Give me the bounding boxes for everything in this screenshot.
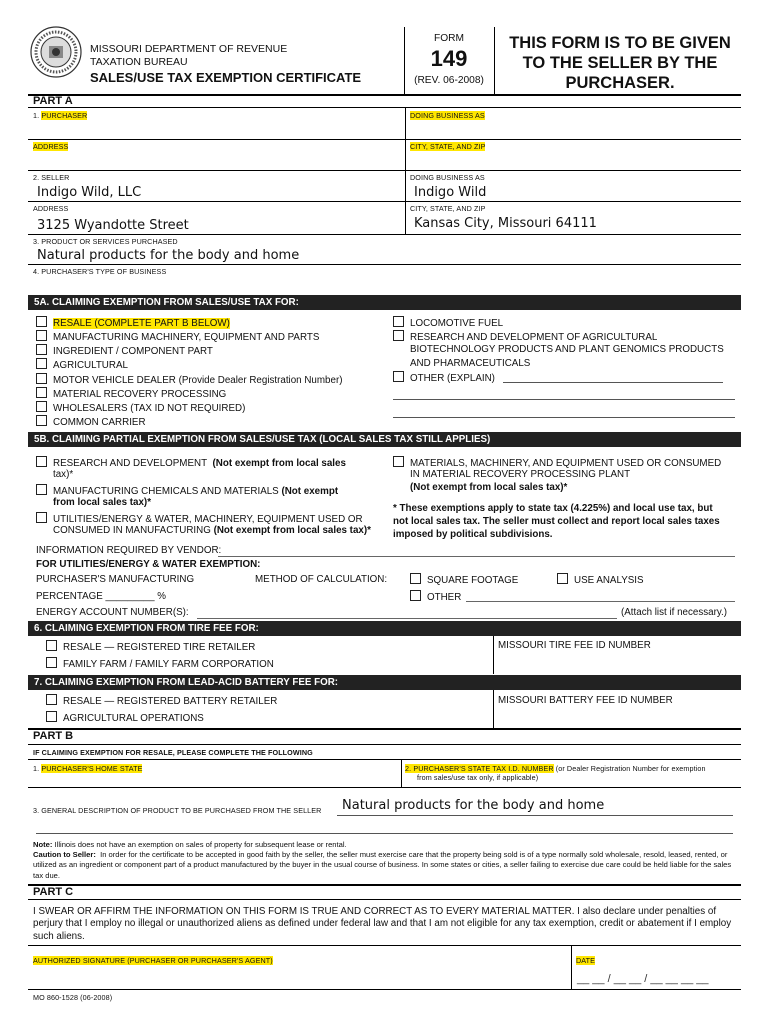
locomotive-fuel-option[interactable]: LOCOMOTIVE FUEL — [393, 316, 503, 330]
checkbox-icon[interactable] — [36, 330, 47, 341]
other-explain-option[interactable]: OTHER (EXPLAIN) — [393, 371, 495, 385]
purchaser-dba-label: DOING BUSINESS AS — [410, 111, 485, 120]
checkbox-icon[interactable] — [393, 330, 404, 341]
seller-dba-field[interactable]: Indigo Wild — [414, 185, 487, 200]
battery-fee-id-label: MISSOURI BATTERY FEE ID NUMBER — [498, 695, 673, 706]
agricultural-option[interactable]: AGRICULTURAL — [36, 358, 128, 372]
checkbox-icon[interactable] — [36, 358, 47, 369]
bureau-name: TAXATION BUREAU — [90, 56, 188, 68]
home-state-label: 1. PURCHASER'S HOME STATE — [33, 764, 143, 773]
mfg-machinery-option[interactable]: MANUFACTURING MACHINERY, EQUIPMENT AND PARTS — [36, 330, 319, 344]
checkbox-icon[interactable] — [46, 640, 57, 651]
checkbox-icon[interactable] — [410, 590, 421, 601]
research-ag-option[interactable]: RESEARCH AND DEVELOPMENT OF AGRICULTURAL — [393, 330, 657, 344]
part-b-title: PART B — [33, 730, 74, 742]
square-footage-option[interactable]: SQUARE FOOTAGE — [410, 573, 518, 587]
wholesalers-option[interactable]: WHOLESALERS (TAX ID NOT REQUIRED) — [36, 401, 245, 415]
purchaser-mfg-label: PURCHASER'S MANUFACTURING — [36, 574, 195, 585]
product-field[interactable]: Natural products for the body and home — [37, 248, 300, 263]
tax-id-label: 2. PURCHASER'S STATE TAX I.D. NUMBER (or Dealer Registration Number for exemption — [405, 764, 706, 773]
agricultural-ops-option[interactable]: AGRICULTURAL OPERATIONS — [46, 711, 204, 725]
tire-retailer-option[interactable]: RESALE — REGISTERED TIRE RETAILER — [46, 640, 255, 654]
caution-to-seller: Caution to Seller: In order for the certificate to be accepted in good faith by the seller, the seller must exercise care that the property being sold is of a type normally sold wholesale, resold, leased, rented, or utilized as an ingredient or component part of a product manufactured by the buyer in the usual course of business. In some states or cities, a seller failing to exercise due care could be held liable for the sales tax due. — [33, 850, 732, 880]
section-5a-header: 5A. CLAIMING EXEMPTION FROM SALES/USE TAX FOR: — [28, 295, 741, 310]
section-5b-header: 5B. CLAIMING PARTIAL EXEMPTION FROM SALES/USE TAX (LOCAL SALES TAX STILL APPLIES) — [28, 432, 741, 447]
illinois-note: Note: Illinois does not have an exemption on sales of property for subsequent lease or rental. — [33, 840, 347, 849]
page-title: SALES/USE TAX EXEMPTION CERTIFICATE — [90, 70, 362, 85]
ingredient-option[interactable]: INGREDIENT / COMPONENT PART — [36, 344, 213, 358]
form-code: MO 860-1528 (06-2008) — [33, 993, 113, 1002]
material-recovery-line3: (Not exempt from local sales tax)* — [410, 482, 568, 493]
signature-label: AUTHORIZED SIGNATURE (PURCHASER OR PURCHASER'S AGENT) — [33, 956, 273, 965]
part-a-title: PART A — [33, 95, 73, 107]
checkbox-icon[interactable] — [46, 694, 57, 705]
checkbox-icon[interactable] — [36, 484, 47, 495]
seller-dba-label: DOING BUSINESS AS — [410, 173, 485, 182]
form-revision: (REV. 06-2008) — [414, 75, 484, 86]
checkbox-icon[interactable] — [36, 373, 47, 384]
tire-fee-id-label: MISSOURI TIRE FEE ID NUMBER — [498, 640, 651, 651]
research-dev-line2: tax)* — [53, 469, 74, 480]
business-type-label: 4. PURCHASER'S TYPE OF BUSINESS — [33, 267, 167, 276]
seller-city-label: CITY, STATE, AND ZIP — [410, 204, 486, 213]
product-label: 3. PRODUCT OR SERVICES PURCHASED — [33, 237, 178, 246]
use-analysis-option[interactable]: USE ANALYSIS — [557, 573, 644, 587]
purchaser-address-label: ADDRESS — [33, 142, 69, 151]
common-carrier-option[interactable]: COMMON CARRIER — [36, 415, 146, 429]
vendor-info-label: INFORMATION REQUIRED BY VENDOR: — [36, 545, 222, 556]
material-recovery-plant-option[interactable]: MATERIALS, MACHINERY, AND EQUIPMENT USED OR CONSUMED — [393, 456, 721, 470]
seller-address-field[interactable]: 3125 Wyandotte Street — [37, 218, 189, 233]
tax-id-note: from sales/use tax only, if applicable) — [417, 773, 539, 782]
checkbox-icon[interactable] — [393, 316, 404, 327]
checkbox-icon[interactable] — [36, 344, 47, 355]
resale-option[interactable]: RESALE (COMPLETE PART B BELOW) — [36, 316, 230, 330]
checkbox-icon[interactable] — [46, 711, 57, 722]
part-c-title: PART C — [33, 886, 74, 898]
part-b-subtitle: IF CLAIMING EXEMPTION FOR RESALE, PLEASE COMPLETE THE FOLLOWING — [33, 748, 313, 757]
checkbox-icon[interactable] — [557, 573, 568, 584]
checkbox-icon[interactable] — [410, 573, 421, 584]
seller-name-field[interactable]: Indigo Wild, LLC — [37, 185, 142, 200]
material-recovery-line2: IN MATERIAL RECOVERY PROCESSING PLANT — [410, 469, 631, 480]
research-dev-option[interactable]: RESEARCH AND DEVELOPMENT (Not exempt from local sales — [36, 456, 346, 470]
energy-account-label: ENERGY ACCOUNT NUMBER(S): — [36, 607, 189, 618]
checkbox-icon[interactable] — [36, 316, 47, 327]
percentage-field[interactable]: PERCENTAGE _________ % — [36, 591, 166, 602]
attach-list-note: (Attach list if necessary.) — [621, 607, 727, 618]
seller-address-label: ADDRESS — [33, 204, 69, 213]
purchaser-city-label: CITY, STATE, AND ZIP — [410, 142, 486, 151]
utilities-heading: FOR UTILITIES/ENERGY & WATER EXEMPTION: — [36, 559, 261, 570]
checkbox-icon[interactable] — [46, 657, 57, 668]
battery-retailer-option[interactable]: RESALE — REGISTERED BATTERY RETAILER — [46, 694, 277, 708]
research-ag-line2: BIOTECHNOLOGY PRODUCTS AND PLANT GENOMICS PRODUCTS — [410, 344, 724, 355]
method-calc-label: METHOD OF CALCULATION: — [255, 574, 388, 585]
checkbox-icon[interactable] — [36, 415, 47, 426]
material-recovery-option[interactable]: MATERIAL RECOVERY PROCESSING — [36, 387, 226, 401]
family-farm-option[interactable]: FAMILY FARM / FAMILY FARM CORPORATION — [46, 657, 274, 671]
mfg-chemicals-option[interactable]: MANUFACTURING CHEMICALS AND MATERIALS (Not exempt — [36, 484, 338, 498]
utilities-option[interactable]: UTILITIES/ENERGY & WATER, MACHINERY, EQUIPMENT USED OR — [36, 512, 363, 526]
date-label: DATE — [576, 956, 596, 965]
checkbox-icon[interactable] — [36, 387, 47, 398]
state-seal-icon — [30, 26, 82, 78]
checkbox-icon[interactable] — [36, 512, 47, 523]
seller-city-field[interactable]: Kansas City, Missouri 64111 — [414, 216, 597, 231]
agency-name: MISSOURI DEPARTMENT OF REVENUE — [90, 43, 288, 55]
partial-exemption-note-2: not local sales tax. The seller must collect and report local sales taxes — [393, 516, 720, 527]
partial-exemption-note-1: * These exemptions apply to state tax (4.225%) and local use tax, but — [393, 503, 713, 514]
research-ag-line3: AND PHARMACEUTICALS — [410, 358, 531, 369]
purchaser-notice: THIS FORM IS TO BE GIVEN TO THE SELLER BY THE PURCHASER. — [509, 34, 731, 92]
signature-field[interactable] — [33, 966, 563, 986]
checkbox-icon[interactable] — [36, 456, 47, 467]
section-6-header: 6. CLAIMING EXEMPTION FROM TIRE FEE FOR: — [28, 621, 741, 636]
checkbox-icon[interactable] — [393, 456, 404, 467]
checkbox-icon[interactable] — [36, 401, 47, 412]
utilities-line2: CONSUMED IN MANUFACTURING (Not exempt from local sales tax)* — [53, 525, 371, 536]
product-description-label: 3. GENERAL DESCRIPTION OF PRODUCT TO BE PURCHASED FROM THE SELLER — [33, 806, 322, 815]
form-label: FORM — [434, 33, 464, 44]
checkbox-icon[interactable] — [393, 371, 404, 382]
seller-label: 2. SELLER — [33, 173, 70, 182]
partial-exemption-note-3: imposed by political subdivisions. — [393, 529, 553, 540]
other-calc-option[interactable]: OTHER — [410, 590, 461, 604]
mfg-chemicals-line2: from local sales tax)* — [53, 497, 152, 508]
motor-vehicle-option[interactable]: MOTOR VEHICLE DEALER (Provide Dealer Registration Number) — [36, 373, 342, 387]
affirmation-text: I SWEAR OR AFFIRM THE INFORMATION ON THIS FORM IS TRUE AND CORRECT AS TO EVERY MATERIAL MATTER. I also declare under penalties of perjury that I employ no illegal or unauthorized aliens as defined under federal law and that I am not eligible for any tax exemption, credit or abatement if I employ such aliens. — [33, 906, 732, 942]
date-field[interactable]: __ __ / __ __ / __ __ __ __ — [577, 973, 709, 985]
form-number: 149 — [430, 46, 468, 71]
section-7-header: 7. CLAIMING EXEMPTION FROM LEAD-ACID BATTERY FEE FOR: — [28, 675, 741, 690]
purchaser-label: 1. PURCHASER — [33, 111, 88, 120]
product-description-field[interactable]: Natural products for the body and home — [342, 798, 605, 813]
